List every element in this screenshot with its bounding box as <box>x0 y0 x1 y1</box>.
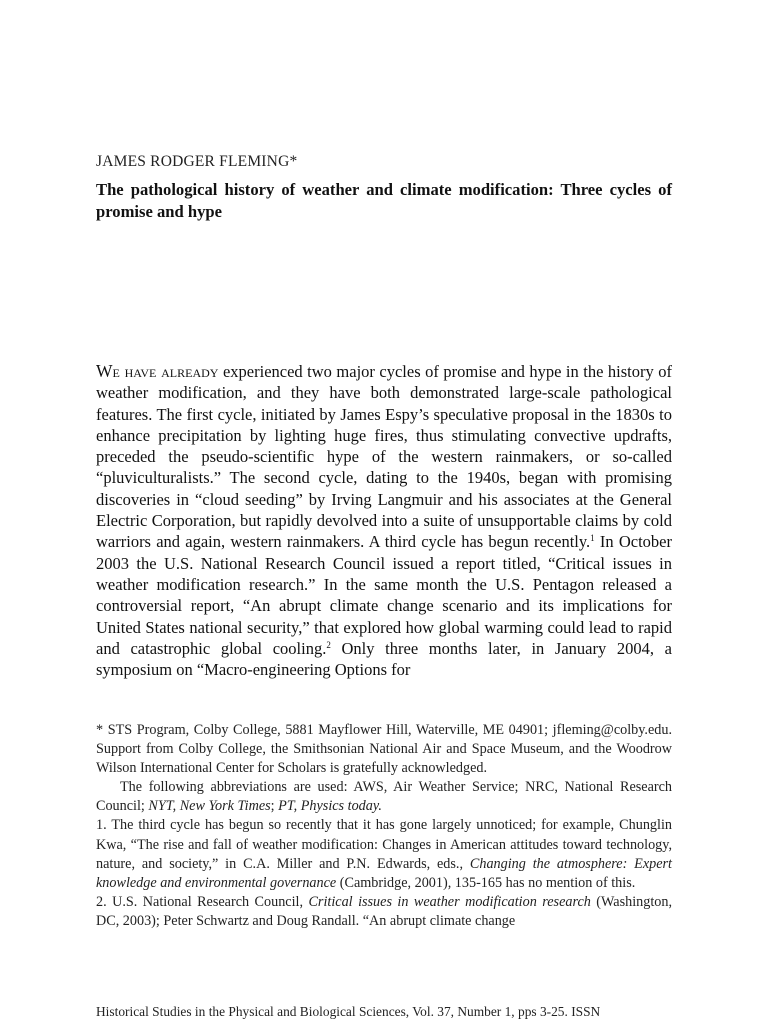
abbr-nyt: NYT, New York Times <box>148 798 271 815</box>
journal-footer: Historical Studies in the Physical and Biological Sciences, Vol. 37, Number 1, pps 3-25. ISSN <box>96 1004 601 1019</box>
author-name: JAMES RODGER FLEMING* <box>96 153 298 170</box>
body-text-a: experienced two major cycles of promise and hype in the history of weather modification, and they have both demonstrated large-scale pathological features. The first cycle, initiated by James Espy’s speculative proposal in the 1830s to enhance precipitation by lighting huge fires, thus stimulating convective updrafts, preceded the pseudo-scientific hype of the western rainmakers, or so-called “pluviculturalists.” The second cycle, dating to the 1940s, began with promising discoveries in “cloud seeding” by Irving Langmuir and his associates at the General Electric Corporation, but rapidly devolved into a suite of unsupportable claims by cold warriors and again, western rainmakers. A third cycle has begun recently. <box>96 362 672 552</box>
footnote-2-book: Critical issues in weather modification research <box>308 893 591 910</box>
footnote-1-text-b: (Cambridge, 2001), 135-165 has no mention of this. <box>336 874 636 891</box>
footnote-1-book: Changing the atmosphere: Expert knowledge and environmental governance <box>96 855 673 891</box>
footnote-1 <box>96 816 672 892</box>
lead-in: We have already <box>96 361 219 381</box>
footnote-1-text-a: 1. The third cycle has begun so recently that it has gone largely unnoticed; for example, Chunglin Kwa, “The rise and fall of weather modification: Changes in American attitudes toward technology, nature, and society,” in C.A. Miller and P.N. Edwards, eds., <box>96 817 672 872</box>
footnote-2-text-a: 2. U.S. National Research Council, <box>96 893 309 910</box>
abbr-pt: PT, Physics today. <box>278 798 382 815</box>
footnote-abbreviations <box>96 778 672 816</box>
body-text <box>96 361 672 680</box>
body-text-b: In October 2003 the U.S. National Research Council issued a report titled, “Critical issues in weather modification research.” In the same month the U.S. Pentagon released a controversial report, “An abrupt climate change scenario and its implications for United States national security,” that explored how global warming could lead to rapid and catastrophic global cooling. <box>96 532 672 658</box>
footnote-2 <box>96 893 672 931</box>
article-title: The pathological history of weather and climate modification: Three cycles of promise and hype <box>96 180 672 221</box>
body-paragraph <box>96 361 672 680</box>
abbr-intro: The following abbreviations are used: AWS, Air Weather Service; NRC, National Research Council; <box>96 779 672 815</box>
body-text-c: Only three months later, in January 2004, a symposium on “Macro-engineering Options for <box>96 638 672 680</box>
footnotes <box>96 721 672 931</box>
footnote-2-text-b: (Washington, DC, 2003); Peter Schwartz and Doug Randall. “An abrupt climate change <box>96 893 672 929</box>
footnote-affiliation: * STS Program, Colby College, 5881 Mayflower Hill, Waterville, ME 04901; jfleming@colby.edu. Support from Colby College, the Smithsonian National Air and Space Museum, and the Woodrow Wilson International Center for Scholars is gratefully acknowledged. <box>96 722 672 777</box>
footnote-ref-1: 1 <box>590 533 595 544</box>
footnote-ref-2: 2 <box>326 639 331 650</box>
abbr-separator: ; <box>270 798 279 815</box>
